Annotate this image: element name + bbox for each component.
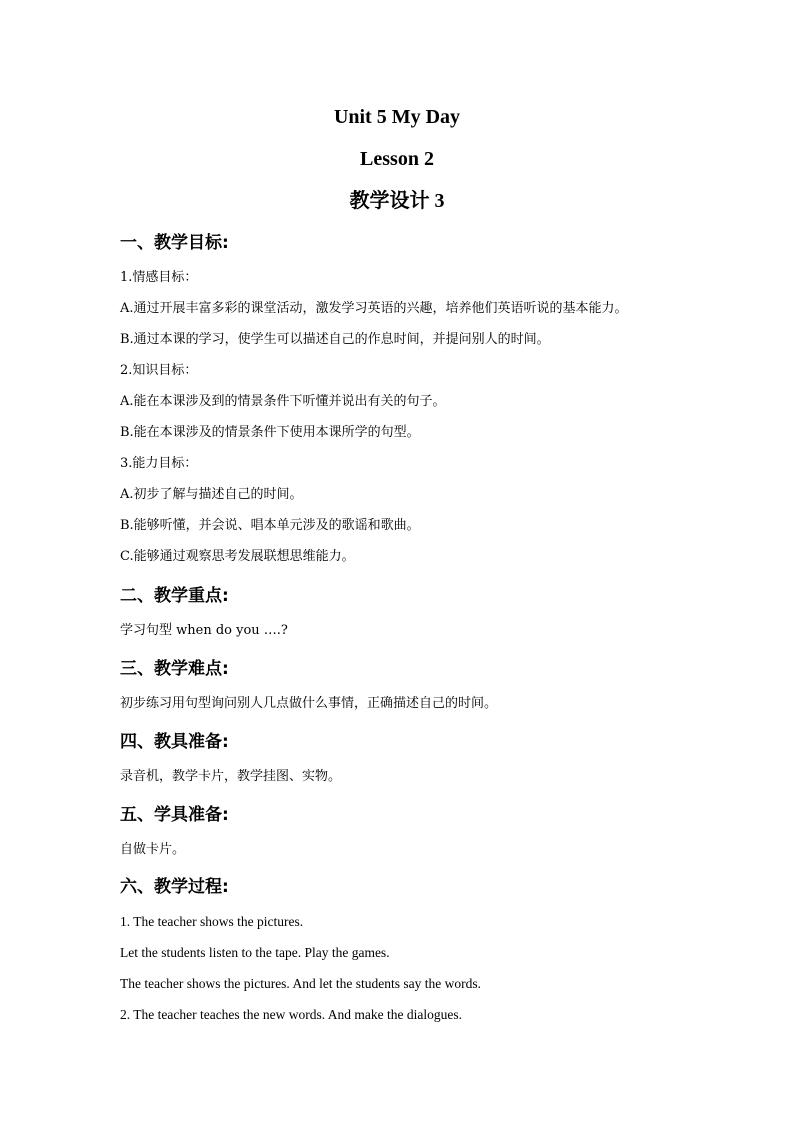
difficulties-text: 初步练习用句型询问别人几点做什么事情，正确描述自己的时间。 [120, 696, 498, 711]
section-heading-teaching-aids: 四、教具准备: [120, 732, 229, 752]
procedure-line: Let the students listen to the tape. Play the games. [120, 945, 390, 960]
section-heading-learning-aids: 五、学具准备: [120, 805, 229, 825]
procedure-line: 2. The teacher teaches the new words. And make the dialogues. [120, 1007, 463, 1022]
objective-line: 2.知识目标： [120, 363, 198, 378]
document-title-design: 教学设计 3 [349, 190, 445, 212]
objective-line: A.能在本课涉及到的情景条件下听懂并说出有关的句子。 [120, 394, 446, 409]
objective-line: B.通过本课的学习，使学生可以描述自己的作息时间，并提问别人的时间。 [120, 332, 550, 347]
document-title-unit: Unit 5 My Day [333, 106, 461, 128]
key-points-text: 学习句型 when do you ….? [120, 623, 288, 638]
learning-aids-text: 自做卡片。 [120, 842, 186, 857]
objective-line: 3.能力目标： [120, 456, 198, 471]
section-heading-procedure: 六、教学过程: [120, 877, 229, 897]
section-heading-objectives: 一、教学目标: [120, 233, 229, 253]
section-heading-key-points: 二、教学重点: [120, 586, 229, 606]
objective-line: A.通过开展丰富多彩的课堂活动，激发学习英语的兴趣，培养他们英语听说的基本能力。 [120, 301, 628, 316]
procedure-line: 1. The teacher shows the pictures. [120, 914, 304, 929]
objective-line: A.初步了解与描述自己的时间。 [120, 487, 303, 502]
objective-line: 1.情感目标： [120, 270, 198, 285]
objective-line: B.能够听懂，并会说、唱本单元涉及的歌谣和歌曲。 [120, 518, 420, 533]
document-title-lesson: Lesson 2 [360, 148, 434, 170]
teaching-aids-text: 录音机，教学卡片，教学挂图、实物。 [120, 769, 342, 784]
objective-line: C.能够通过观察思考发展联想思维能力。 [120, 549, 355, 564]
section-heading-difficulties: 三、教学难点: [120, 659, 229, 679]
procedure-line: The teacher shows the pictures. And let the students say the words. [120, 976, 482, 991]
objective-line: B.能在本课涉及的情景条件下使用本课所学的句型。 [120, 425, 420, 440]
